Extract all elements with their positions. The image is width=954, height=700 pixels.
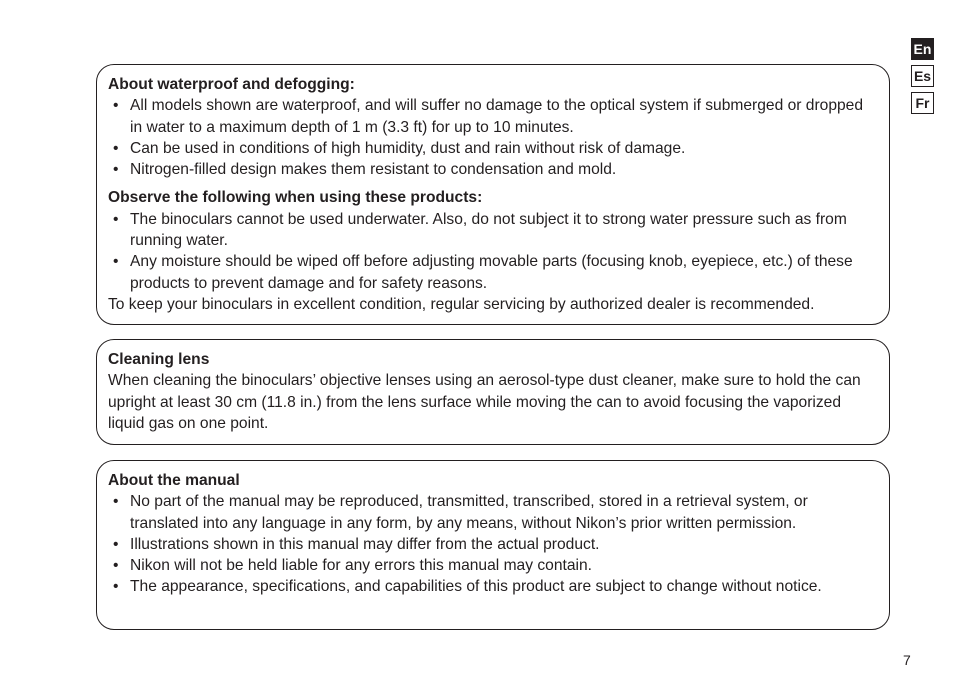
observe-heading: Observe the following when using these products: — [108, 189, 483, 207]
cleaning-heading: Cleaning lens — [108, 351, 210, 368]
list-item: • All models shown are waterproof, and will suffer no damage to the optical system if submerged or dropped in water to a maximum depth of 1 m (3.3 ft) for up to 10 minutes. — [108, 95, 875, 138]
list-item: • No part of the manual may be reproduced, transmitted, transcribed, stored in a retrieval system, or translated into any language in any form, by any means, without Nikon’s prior written permission. — [108, 491, 875, 534]
waterproof-section — [96, 64, 890, 325]
list-item: • Nikon will not be held liable for any errors this manual may contain. — [108, 555, 875, 576]
manual-heading: About the manual — [108, 472, 240, 489]
list-item: • The binoculars cannot be used underwater. Also, do not subject it to strong water pressure such as from running water. — [108, 209, 875, 252]
manual-section — [96, 460, 890, 630]
page-number: 7 — [903, 652, 911, 668]
list-item: • Illustrations shown in this manual may differ from the actual product. — [108, 534, 875, 555]
cleaning-section — [96, 339, 890, 445]
list-item: • The appearance, specifications, and capabilities of this product are subject to change without notice. — [108, 576, 875, 597]
cleaning-body: When cleaning the binoculars’ objective lenses using an aerosol-type dust cleaner, make sure to hold the can upright at least 30 cm (11.8 in.) from the lens surface while moving the can to avoid focusing the vaporized liquid gas on one point. — [108, 372, 861, 432]
list-item: • Nitrogen-filled design makes them resistant to condensation and mold. — [108, 159, 875, 180]
list-item: • Any moisture should be wiped off before adjusting movable parts (focusing knob, eyepiece, etc.) of these products to prevent damage and for safety reasons. — [108, 251, 875, 294]
language-tab-es[interactable]: Es — [911, 65, 934, 87]
language-tab-fr[interactable]: Fr — [911, 92, 934, 114]
observe-list — [108, 209, 875, 294]
language-tabs — [911, 38, 934, 119]
language-tab-en[interactable]: En — [911, 38, 934, 60]
waterproof-heading: About waterproof and defogging: — [108, 76, 355, 93]
servicing-note: To keep your binoculars in excellent condition, regular servicing by authorized dealer is recommended. — [108, 295, 815, 313]
list-item: • Can be used in conditions of high humidity, dust and rain without risk of damage. — [108, 138, 875, 159]
waterproof-list — [108, 95, 875, 180]
manual-list — [108, 491, 875, 597]
